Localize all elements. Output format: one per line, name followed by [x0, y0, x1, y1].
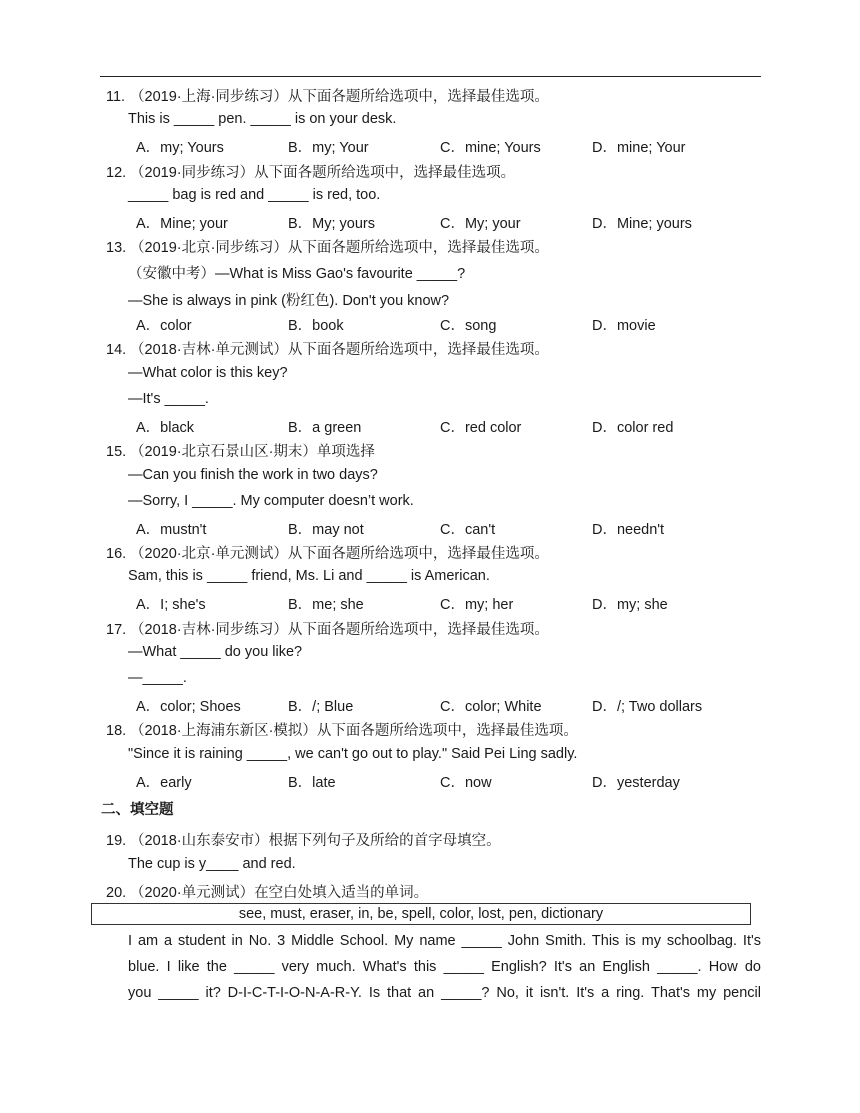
question-17-head: 17. （2018·吉林·同步练习）从下面各题所给选项中，选择最佳选项。 [106, 622, 549, 638]
option-d: D．needn't [592, 522, 665, 538]
option-c: C．color; White [440, 699, 542, 715]
option-a: A．early [136, 775, 192, 791]
option-c: C．can't [440, 522, 496, 538]
passage-line-3: you _____ it? D-I-C-T-I-O-N-A-R-Y. Is that an _____? No, it isn't. It's a ring. That's my pencil [128, 985, 761, 1001]
option-a: A．I; she's [136, 597, 206, 613]
question-19-head: 19. （2018·山东泰安市）根据下列句子及所给的首字母填空。 [106, 833, 501, 849]
question-14-options [136, 416, 776, 436]
option-d: D．Mine; yours [592, 216, 692, 232]
question-11-stem: This is _____ pen. _____ is on your desk. [128, 111, 397, 127]
option-d: D．movie [592, 318, 656, 334]
question-20-head: 20. （2020·单元测试）在空白处填入适当的单词。 [106, 885, 429, 901]
option-d: D．my; she [592, 597, 668, 613]
option-a: A．color; Shoes [136, 699, 241, 715]
option-c: C．red color [440, 420, 522, 436]
option-b: B．book [288, 318, 344, 334]
passage-line-1: I am a student in No. 3 Middle School. My name _____ John Smith. This is my schoolbag. It's [128, 933, 761, 949]
question-12-stem: _____ bag is red and _____ is red, too. [128, 187, 381, 203]
question-15-stem-1: —Can you finish the work in two days? [128, 467, 378, 483]
option-b: B．My; yours [288, 216, 376, 232]
option-c: C．now [440, 775, 492, 791]
option-a: A．color [136, 318, 192, 334]
question-11-head: 11. （2019·上海·同步练习）从下面各题所给选项中，选择最佳选项。 [106, 89, 549, 105]
question-17-stem-1: —What _____ do you like? [128, 644, 303, 660]
question-17-stem-2: —_____. [128, 670, 187, 686]
option-d: D．/; Two dollars [592, 699, 703, 715]
word-bank-box: see, must, eraser, in, be, spell, color, lost, pen, dictionary [91, 903, 751, 925]
question-16-stem: Sam, this is _____ friend, Ms. Li and _____ is American. [128, 568, 490, 584]
question-19-stem: The cup is y____ and red. [128, 856, 296, 872]
section-title: 二、填空题 [101, 802, 174, 818]
question-12-options [136, 212, 776, 232]
option-d: D．color red [592, 420, 674, 436]
question-18-head: 18. （2018·上海浦东新区·模拟）从下面各题所给选项中，选择最佳选项。 [106, 723, 578, 739]
question-14-stem-2: —It's _____. [128, 391, 209, 407]
option-b: B．me; she [288, 597, 364, 613]
header-rule [100, 76, 761, 77]
question-14-stem-1: —What color is this key? [128, 365, 288, 381]
option-b: B．my; Your [288, 140, 369, 156]
option-a: A．black [136, 420, 195, 436]
option-c: C．song [440, 318, 497, 334]
question-18-stem: "Since it is raining _____, we can't go out to play." Said Pei Ling sadly. [128, 746, 578, 762]
question-16-head: 16. （2020·北京·单元测试）从下面各题所给选项中，选择最佳选项。 [106, 546, 549, 562]
question-15-head: 15. （2019·北京石景山区·期末）单项选择 [106, 444, 375, 460]
option-c: C．mine; Yours [440, 140, 541, 156]
option-a: A．mustn't [136, 522, 207, 538]
question-13-stem-2: —She is always in pink (粉红色). Don't you know? [128, 293, 450, 309]
question-11-options [136, 136, 776, 156]
question-13-options [136, 314, 776, 334]
question-18-options [136, 771, 776, 791]
option-c: C．my; her [440, 597, 514, 613]
passage-line-2: blue. I like the _____ very much. What's this _____ English? It's an English _____. How do [128, 959, 761, 975]
question-16-options [136, 593, 776, 613]
option-b: B．may not [288, 522, 364, 538]
question-15-options [136, 518, 776, 538]
question-13-head: 13. （2019·北京·同步练习）从下面各题所给选项中，选择最佳选项。 [106, 240, 549, 256]
option-c: C．My; your [440, 216, 521, 232]
option-d: D．mine; Your [592, 140, 686, 156]
question-15-stem-2: —Sorry, I _____. My computer doesn’t work. [128, 493, 414, 509]
option-b: B．a green [288, 420, 362, 436]
option-a: A．Mine; your [136, 216, 228, 232]
option-a: A．my; Yours [136, 140, 224, 156]
question-13-stem-1: （安徽中考）—What is Miss Gao's favourite _____? [128, 266, 466, 282]
question-14-head: 14. （2018·吉林·单元测试）从下面各题所给选项中，选择最佳选项。 [106, 342, 549, 358]
question-12-head: 12. （2019·同步练习）从下面各题所给选项中，选择最佳选项。 [106, 165, 516, 181]
option-b: B．/; Blue [288, 699, 354, 715]
question-17-options [136, 695, 776, 715]
option-b: B．late [288, 775, 336, 791]
option-d: D．yesterday [592, 775, 680, 791]
